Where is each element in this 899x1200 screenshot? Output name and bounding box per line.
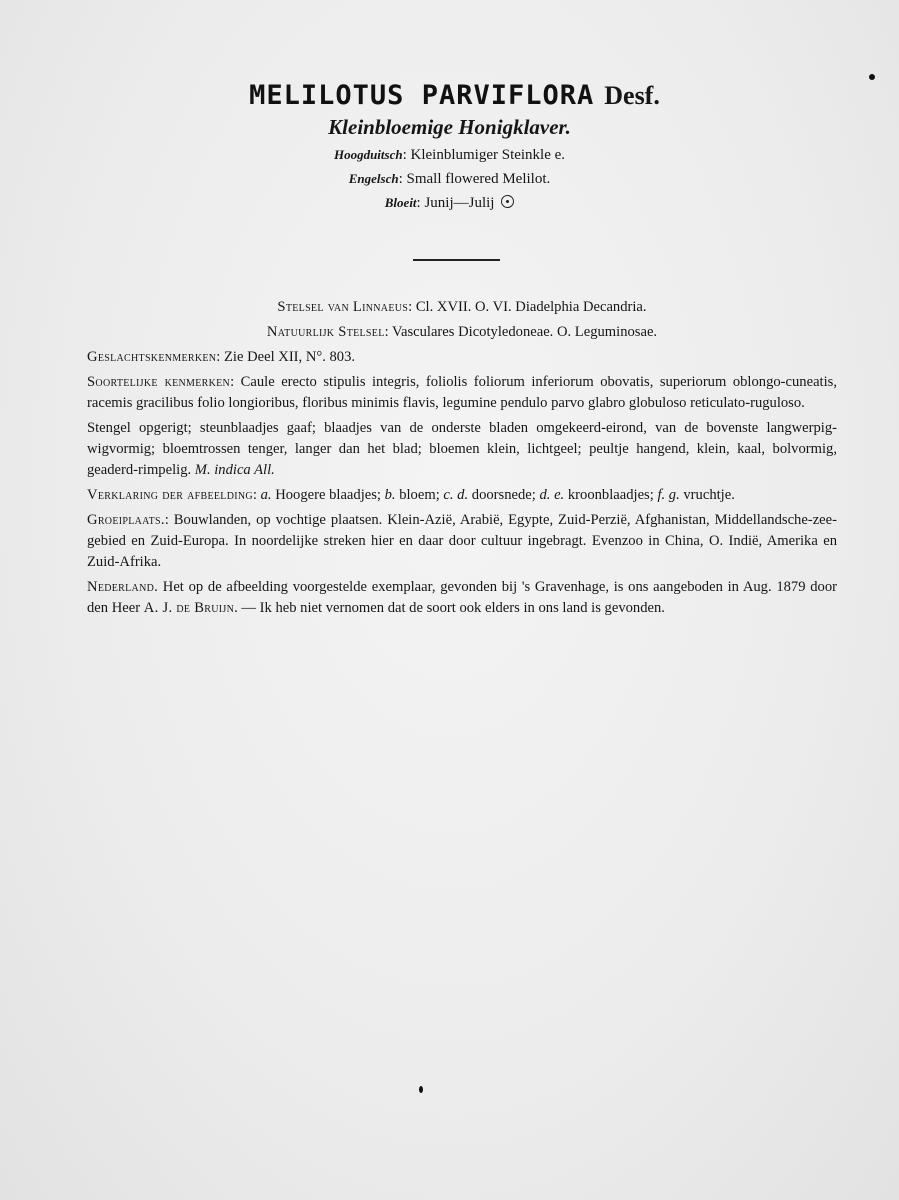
linnaeus-text: : Cl. XVII. O. VI. Diadelphia Decandria. bbox=[408, 299, 647, 315]
nederland-label: Nederland. bbox=[87, 579, 159, 595]
soort-paragraph bbox=[87, 372, 837, 414]
natuurlijk-text: : Vasculares Dicotyledoneae. O. Leguminosae. bbox=[384, 324, 658, 340]
fig-fg-text: vruchtje. bbox=[679, 487, 735, 503]
fig-cd: c. d. bbox=[443, 487, 469, 503]
species-author: Desf. bbox=[604, 81, 660, 110]
geslacht-label: Geslachtskenmerken bbox=[87, 349, 217, 365]
verklaring-paragraph bbox=[87, 485, 837, 506]
nederland-text-2: . — Ik heb niet vernomen dat de soort ook elders in ons land is gevonden. bbox=[234, 600, 665, 616]
hoogduitsch-label: Hoogduitsch bbox=[333, 147, 403, 162]
nederland-text-1: Het op de afbeelding voorgestelde exemplaar, gevonden bij 's Gravenhage, is ons aangeboden in Aug. 1879 door den Heer bbox=[87, 579, 837, 616]
groeiplaats-paragraph bbox=[87, 510, 837, 573]
geslacht-text: : Zie Deel XII, N°. 803. bbox=[216, 349, 356, 365]
natuurlijk-line bbox=[87, 322, 837, 343]
hoogduitsch-value: : Kleinblumiger Steinkle e. bbox=[402, 147, 566, 163]
bloeit-value: : Junij—Julij bbox=[416, 195, 495, 211]
stengel-paragraph bbox=[87, 418, 837, 481]
linnaeus-line bbox=[87, 297, 837, 318]
fig-b: b. bbox=[384, 487, 396, 503]
ink-speck bbox=[869, 74, 875, 80]
header-block bbox=[0, 80, 899, 215]
fig-a: a. bbox=[260, 487, 272, 503]
nederland-paragraph bbox=[87, 577, 837, 619]
soort-text: : Caule erecto stipulis integris, foliolis foliorum inferiorum obovatis, superiorum oblongo-cuneatis, racemis gracilibus folio longioribus, floribus minimis flavis, legumine pendulo parvo glabro globuloso reticulato-ruguloso. bbox=[87, 374, 837, 411]
hoogduitsch-row bbox=[0, 143, 899, 167]
bloeit-label: Bloeit bbox=[384, 195, 417, 210]
fig-a-text: Hoogere blaadjes; bbox=[271, 487, 385, 503]
engelsch-row bbox=[0, 167, 899, 191]
groeiplaats-label: Groeiplaats. bbox=[87, 512, 165, 528]
natuurlijk-label: Natuurlijk Stelsel bbox=[266, 324, 385, 340]
species-title: MELILOTUS PARVIFLORA bbox=[249, 80, 595, 111]
dutch-common-name: Kleinbloemige Honigklaver. bbox=[328, 115, 571, 139]
bloeit-row bbox=[0, 191, 899, 215]
fig-de-text: kroonblaadjes; bbox=[564, 487, 658, 503]
nederland-person: A. J. de Bruijn bbox=[143, 600, 235, 616]
engelsch-label: Engelsch bbox=[348, 171, 399, 186]
fig-de: d. e. bbox=[539, 487, 565, 503]
title-line bbox=[10, 80, 899, 111]
section-divider bbox=[413, 259, 500, 261]
soort-label: Soortelijke kenmerken bbox=[87, 374, 231, 390]
engelsch-value: : Small flowered Melilot. bbox=[398, 171, 551, 187]
verklaring-label: Verklaring der afbeelding bbox=[87, 487, 253, 503]
linnaeus-label: Stelsel van Linnaeus bbox=[277, 299, 409, 315]
page-speck bbox=[419, 1086, 423, 1093]
annual-symbol-icon bbox=[501, 195, 514, 208]
fig-b-text: bloem; bbox=[395, 487, 444, 503]
stengel-synonym: M. indica All. bbox=[194, 462, 275, 478]
geslacht-paragraph bbox=[87, 347, 837, 368]
description-body bbox=[87, 297, 837, 623]
verklaring-colon: : bbox=[252, 487, 261, 503]
fig-cd-text: doorsnede; bbox=[468, 487, 540, 503]
fig-fg: f. g. bbox=[657, 487, 680, 503]
stengel-text: Stengel opgerigt; steunblaadjes gaaf; blaadjes van de onderste bladen omgekeerd-eirond, van de bovenste langwerpig-wigvormig; bloemtrossen tenger, langer dan het blad; bloemen klein, lichtgeel; peultje hangend, klein, kaal, bolvormig, geaderd-rimpelig. bbox=[87, 420, 837, 478]
name-metadata bbox=[0, 143, 899, 215]
groeiplaats-text: : Bouwlanden, op vochtige plaatsen. Klein-Azië, Arabië, Egypte, Zuid-Perzië, Afghanistan, Middellandsche-zee-gebied en Zuid-Europa. In noordelijke streken hier en daar door cultuur ingebragt. Evenzoo in China, O. Indië, Amerika en Zuid-Afrika. bbox=[87, 512, 837, 570]
